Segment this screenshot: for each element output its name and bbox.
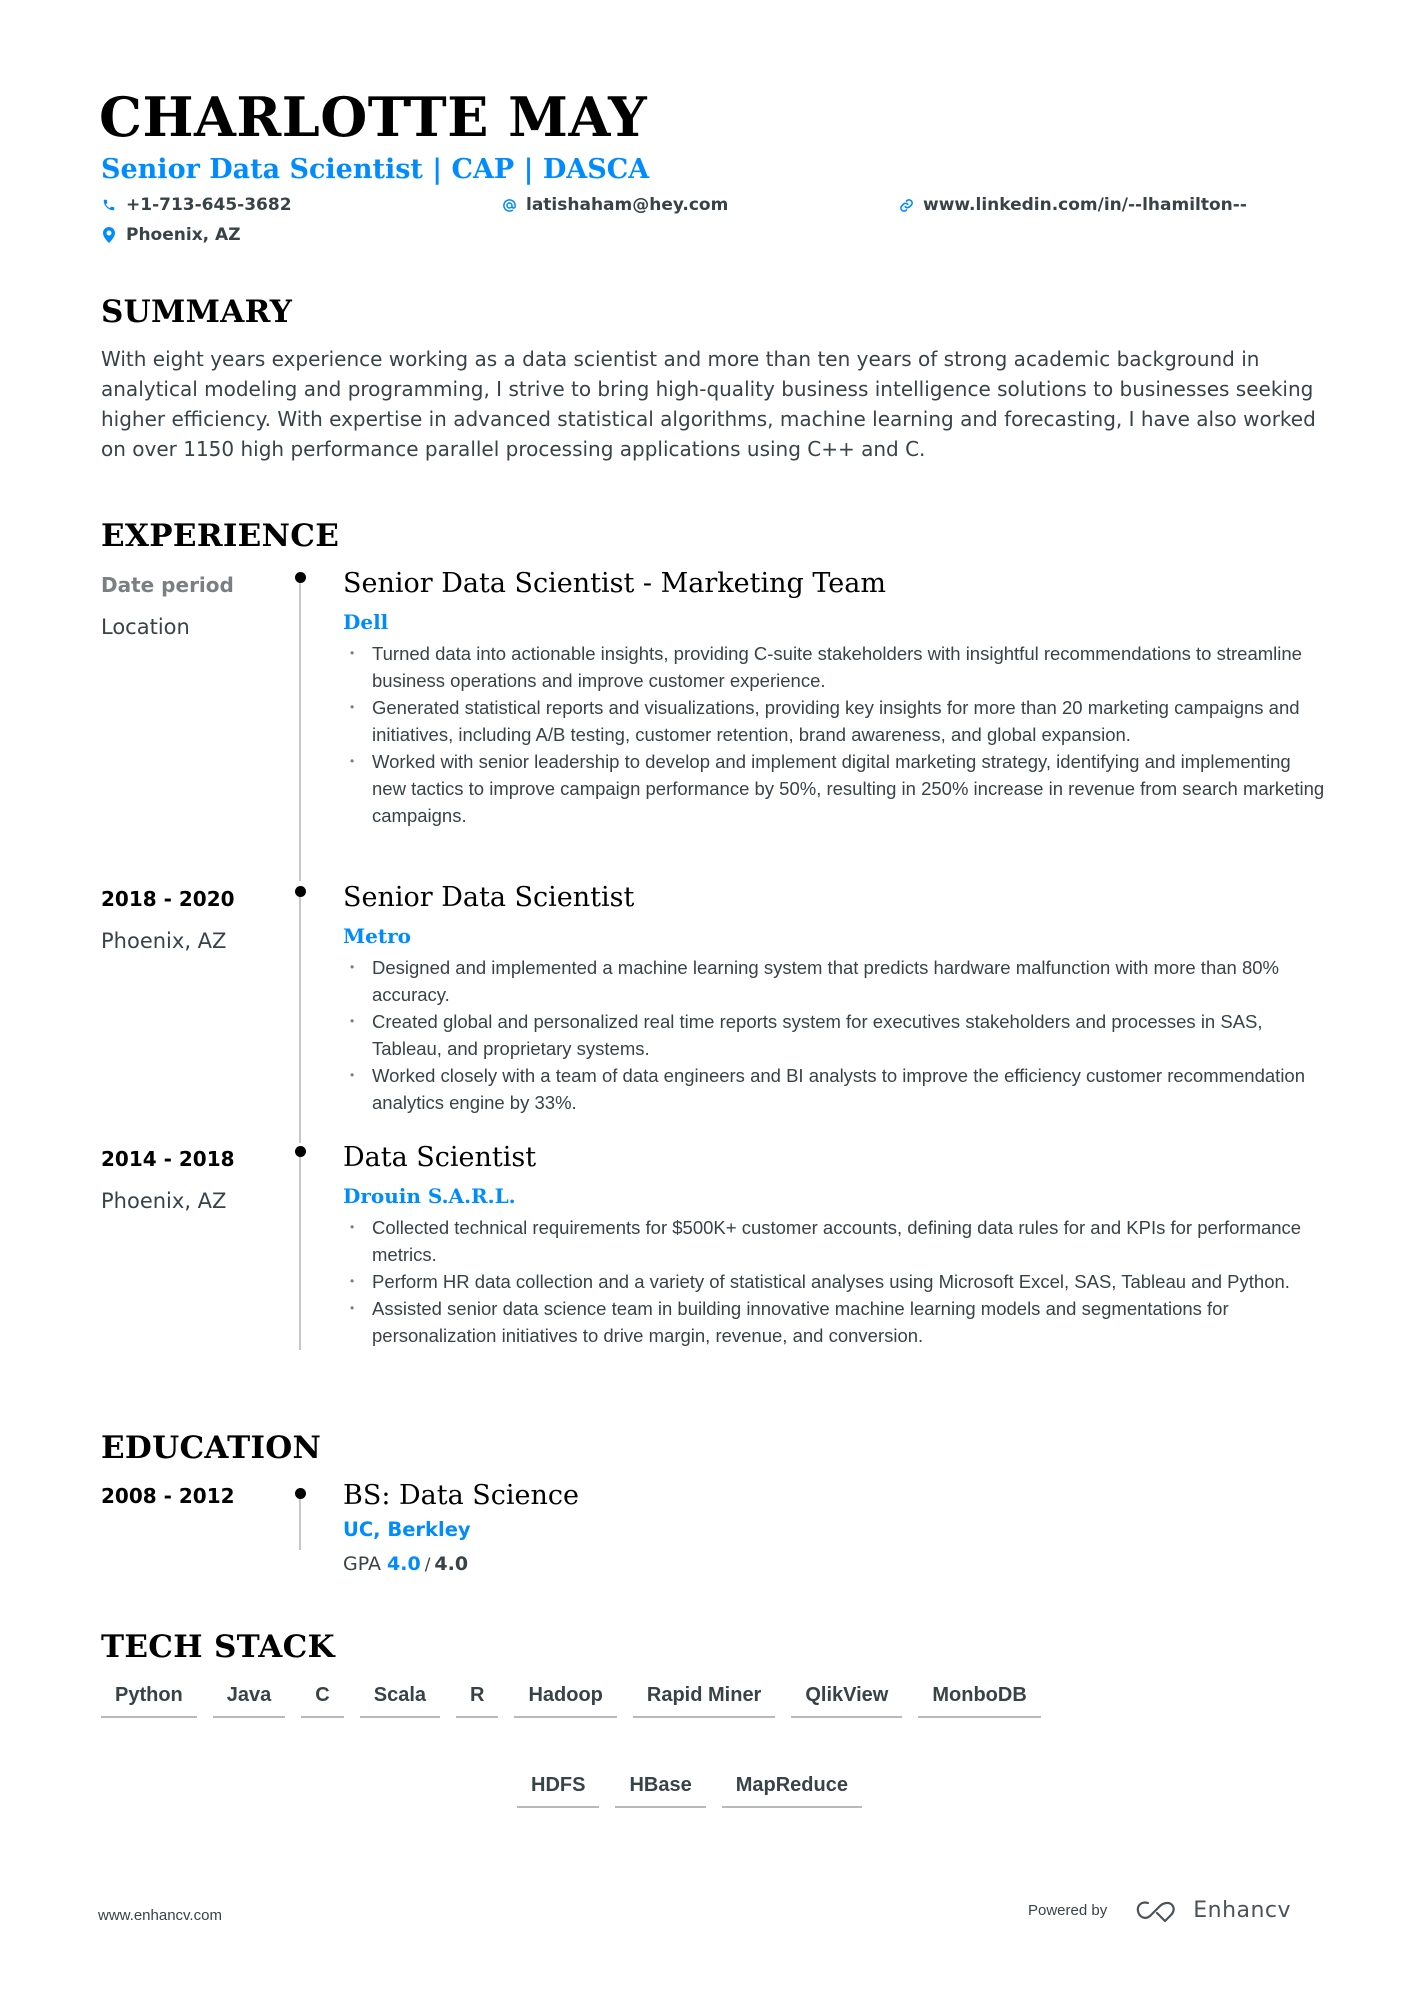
- at-icon: [501, 196, 517, 214]
- tech-chip: QlikView: [791, 1680, 902, 1770]
- email-address[interactable]: latishaham@hey.com: [526, 195, 729, 215]
- experience-location: Phoenix, AZ: [101, 1189, 227, 1213]
- enhancv-brand: Enhancv: [1193, 1898, 1292, 1923]
- bullet-item: • Designed and implemented a machine learning system that predicts hardware malfunction with more than 80% accuracy.: [346, 954, 1326, 1008]
- tech-chip: Rapid Miner: [633, 1680, 775, 1770]
- footer-powered-by: [1028, 1898, 1291, 1923]
- phone-icon: [101, 196, 117, 214]
- experience-bullets: [346, 640, 1326, 829]
- tech-chip: Java: [213, 1680, 286, 1770]
- experience-date: Date period: [101, 573, 234, 597]
- tech-chip: HDFS: [517, 1770, 599, 1860]
- tech-chip: Scala: [360, 1680, 440, 1770]
- tech-chip: MapReduce: [722, 1770, 862, 1860]
- timeline-line: [299, 576, 301, 881]
- contact-linkedin: [898, 193, 1247, 217]
- experience-bullets: [346, 954, 1326, 1116]
- bullet-item: • Created global and personalized real time reports system for executives stakeholders and processes in SAS, Tableau, and proprietary systems.: [346, 1008, 1326, 1062]
- tech-chip: R: [456, 1680, 498, 1770]
- link-icon: [898, 196, 914, 214]
- tech-chip: Hadoop: [514, 1680, 616, 1770]
- timeline-dot: [295, 1146, 306, 1157]
- gpa-label: GPA: [343, 1553, 381, 1575]
- experience-heading: EXPERIENCE: [101, 518, 340, 554]
- map-pin-icon: [101, 226, 117, 244]
- tech-stack-list: [101, 1680, 1341, 1860]
- experience-company: Drouin S.A.R.L.: [343, 1184, 516, 1208]
- experience-company: Metro: [343, 924, 411, 948]
- timeline-dot: [295, 886, 306, 897]
- bullet-item: • Collected technical requirements for $500K+ customer accounts, defining data rules for and KPIs for performance metrics.: [346, 1214, 1326, 1268]
- bullet-item: • Worked closely with a team of data engineers and BI analysts to improve the efficiency customer recommendation analytics engine by 33%.: [346, 1062, 1326, 1116]
- timeline-dot: [295, 1488, 306, 1499]
- education-degree: BS: Data Science: [343, 1480, 580, 1511]
- experience-bullets: [346, 1214, 1326, 1349]
- linkedin-url[interactable]: www.linkedin.com/in/--lhamilton--: [923, 195, 1247, 215]
- timeline-line: [299, 1150, 301, 1350]
- timeline-dot: [295, 572, 306, 583]
- education-heading: EDUCATION: [101, 1430, 322, 1466]
- experience-company: Dell: [343, 610, 389, 634]
- tech-chip: Python: [101, 1680, 197, 1770]
- education-date: 2008 - 2012: [101, 1484, 235, 1508]
- experience-role: Senior Data Scientist - Marketing Team: [343, 568, 886, 599]
- experience-date: 2018 - 2020: [101, 887, 235, 911]
- gpa-value: 4.0: [387, 1553, 421, 1575]
- education-gpa: [343, 1550, 468, 1579]
- tech-stack-heading: TECH STACK: [101, 1629, 335, 1665]
- enhancv-logo-icon: [1135, 1899, 1181, 1923]
- experience-location: Phoenix, AZ: [101, 929, 227, 953]
- bullet-item: • Assisted senior data science team in building innovative machine learning models and segmentations for personalization initiatives to drive margin, revenue, and conversion.: [346, 1295, 1326, 1349]
- powered-by-label: Powered by: [1028, 1902, 1108, 1919]
- bullet-item: • Generated statistical reports and visualizations, providing key insights for more than 20 marketing campaigns and initiatives, including A/B testing, customer retention, brand awareness, and global expansion.: [346, 694, 1326, 748]
- bullet-item: • Worked with senior leadership to develop and implement digital marketing strategy, identifying and implementing new tactics to improve campaign performance by 50%, resulting in 250% increase in revenue from search marketing campaigns.: [346, 748, 1326, 829]
- contact-location: [101, 223, 241, 247]
- candidate-title: Senior Data Scientist | CAP | DASCA: [101, 154, 650, 185]
- contact-email: [501, 193, 728, 217]
- timeline-line: [299, 1492, 301, 1550]
- experience-role: Data Scientist: [343, 1142, 537, 1173]
- timeline-line: [299, 890, 301, 1143]
- experience-role: Senior Data Scientist: [343, 882, 635, 913]
- summary-text: With eight years experience working as a data scientist and more than ten years of strong academic background in analytical modeling and programming, I strive to bring high-quality business intelligence solutions to businesses seeking higher efficiency. With expertise in advanced statistical algorithms, machine learning and forecasting, I have also worked on over 1150 high performance parallel processing applications using C++ and C.: [101, 347, 1316, 461]
- experience-date: 2014 - 2018: [101, 1147, 235, 1171]
- location-text: Phoenix, AZ: [126, 225, 241, 245]
- education-school: UC, Berkley: [343, 1518, 471, 1541]
- tech-chip: MonboDB: [918, 1680, 1040, 1770]
- gpa-separator: /: [424, 1555, 431, 1575]
- tech-chip: HBase: [615, 1770, 705, 1860]
- bullet-item: • Perform HR data collection and a variety of statistical analyses using Microsoft Excel, SAS, Tableau and Python.: [346, 1268, 1326, 1295]
- bullet-item: • Turned data into actionable insights, providing C-suite stakeholders with insightful recommendations to streamline business operations and improve customer experience.: [346, 640, 1326, 694]
- tech-chip: C: [301, 1680, 343, 1770]
- contact-phone: [101, 193, 292, 217]
- footer-website[interactable]: www.enhancv.com: [98, 1907, 222, 1924]
- phone-number[interactable]: +1-713-645-3682: [126, 195, 292, 215]
- experience-location: Location: [101, 615, 190, 639]
- summary-heading: SUMMARY: [101, 294, 293, 330]
- gpa-max: 4.0: [434, 1553, 469, 1575]
- candidate-name: CHARLOTTE MAY: [99, 85, 648, 149]
